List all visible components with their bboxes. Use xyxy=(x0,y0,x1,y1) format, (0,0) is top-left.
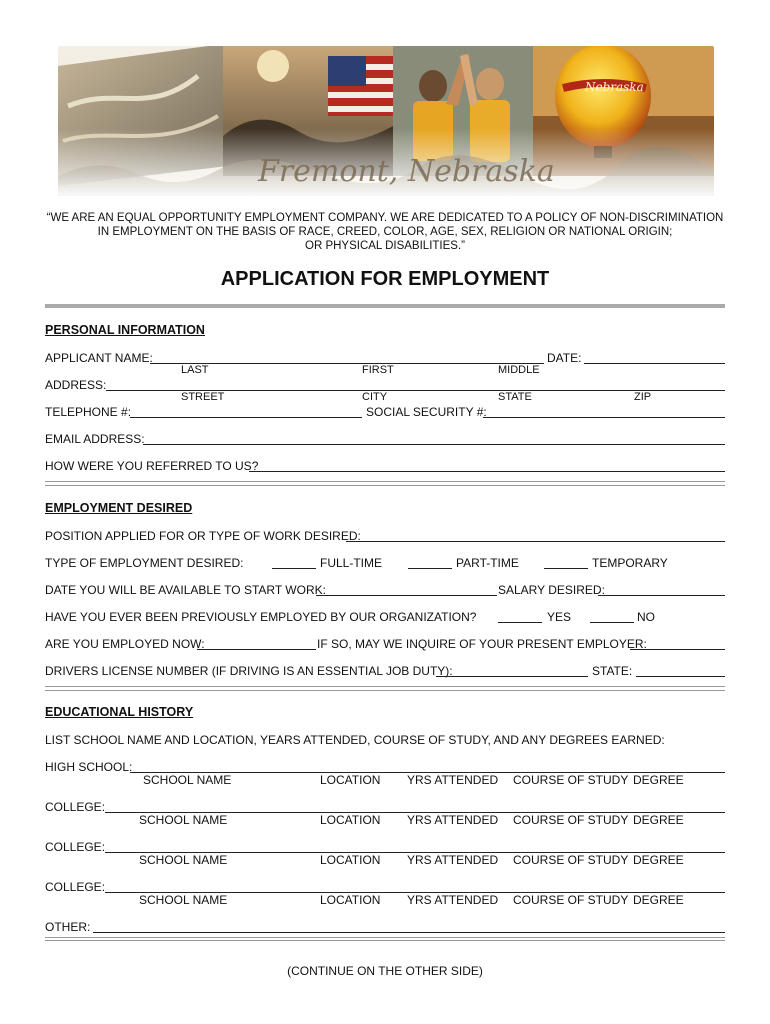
years-attended-caption: YRS ATTENDED xyxy=(407,813,499,827)
section-divider xyxy=(45,481,725,486)
full-time-checkbox[interactable] xyxy=(272,568,316,569)
previously-no-checkbox[interactable] xyxy=(590,622,634,623)
temporary-checkbox[interactable] xyxy=(544,568,588,569)
education-instructions: LIST SCHOOL NAME AND LOCATION, YEARS ATTENDED, COURSE OF STUDY, AND ANY DEGREES EARNED: xyxy=(45,733,665,747)
applicant-name-field[interactable] xyxy=(150,363,544,364)
location-caption: LOCATION xyxy=(320,773,381,787)
school-name-caption: SCHOOL NAME xyxy=(143,773,232,787)
date-field[interactable] xyxy=(584,363,725,364)
license-state-label: STATE: xyxy=(592,664,633,678)
inquire-employer-field[interactable] xyxy=(630,649,725,650)
section-divider xyxy=(45,937,725,941)
college-label: COLLEGE: xyxy=(45,800,106,814)
start-date-label: DATE YOU WILL BE AVAILABLE TO START WORK: xyxy=(45,583,326,597)
other-label: OTHER: xyxy=(45,920,91,934)
position-label: POSITION APPLIED FOR OR TYPE OF WORK DESIRED: xyxy=(45,529,361,543)
no-label: NO xyxy=(637,610,655,624)
zip-caption: ZIP xyxy=(634,391,652,403)
continue-footer: (CONTINUE ON THE OTHER SIDE) xyxy=(287,964,483,978)
personal-information-heading: PERSONAL INFORMATION xyxy=(45,323,205,337)
section-divider xyxy=(45,686,725,691)
college-label: COLLEGE: xyxy=(45,840,106,854)
employed-now-label: ARE YOU EMPLOYED NOW: xyxy=(45,637,205,651)
course-of-study-caption: COURSE OF STUDY xyxy=(513,773,629,787)
salary-label: SALARY DESIRED: xyxy=(498,583,605,597)
address-label: ADDRESS: xyxy=(45,378,107,392)
state-caption: STATE xyxy=(498,391,532,403)
eeo-statement-line-3: OR PHYSICAL DISABILITIES.” xyxy=(305,240,465,252)
temporary-label: TEMPORARY xyxy=(592,556,668,570)
location-caption: LOCATION xyxy=(320,813,381,827)
license-field[interactable] xyxy=(436,676,588,677)
years-attended-caption: YRS ATTENDED xyxy=(407,853,499,867)
ssn-field[interactable] xyxy=(483,417,725,418)
educational-history-heading: EDUCATIONAL HISTORY xyxy=(45,705,194,719)
location-caption: LOCATION xyxy=(320,893,381,907)
previously-yes-checkbox[interactable] xyxy=(498,622,542,623)
school-name-caption: SCHOOL NAME xyxy=(139,893,228,907)
location-caption: LOCATION xyxy=(320,853,381,867)
fremont-nebraska-logo: Fremont, Nebraska xyxy=(258,154,555,189)
section-divider xyxy=(45,304,725,308)
applicant-name-label: APPLICANT NAME: xyxy=(45,351,153,365)
email-label: EMAIL ADDRESS: xyxy=(45,432,145,446)
course-of-study-caption: COURSE OF STUDY xyxy=(513,853,629,867)
part-time-checkbox[interactable] xyxy=(408,568,452,569)
high-school-label: HIGH SCHOOL: xyxy=(45,760,133,774)
referred-label: HOW WERE YOU REFERRED TO US? xyxy=(45,459,259,473)
page-title: APPLICATION FOR EMPLOYMENT xyxy=(220,268,550,290)
years-attended-caption: YRS ATTENDED xyxy=(407,893,499,907)
position-field[interactable] xyxy=(346,541,725,542)
inquire-employer-label: IF SO, MAY WE INQUIRE OF YOUR PRESENT EMPLOYER: xyxy=(317,637,647,651)
previously-employed-label: HAVE YOU EVER BEEN PREVIOUSLY EMPLOYED BY OUR ORGANIZATION? xyxy=(45,610,477,624)
part-time-label: PART-TIME xyxy=(456,556,519,570)
course-of-study-caption: COURSE OF STUDY xyxy=(513,893,629,907)
employment-desired-heading: EMPLOYMENT DESIRED xyxy=(45,501,193,515)
banner-image xyxy=(58,46,714,196)
employment-type-label: TYPE OF EMPLOYMENT DESIRED: xyxy=(45,556,244,570)
license-state-field[interactable] xyxy=(636,676,725,677)
degree-caption: DEGREE xyxy=(633,773,684,787)
college-label: COLLEGE: xyxy=(45,880,106,894)
degree-caption: DEGREE xyxy=(633,853,684,867)
eeo-statement-line-1: “WE ARE AN EQUAL OPPORTUNITY EMPLOYMENT COMPANY. WE ARE DEDICATED TO A POLICY OF NON-DISCRIMINATION xyxy=(46,212,724,224)
employed-now-field[interactable] xyxy=(197,649,316,650)
full-time-label: FULL-TIME xyxy=(320,556,383,570)
telephone-field[interactable] xyxy=(130,417,362,418)
other-field[interactable] xyxy=(93,932,725,933)
street-caption: STREET xyxy=(181,391,225,403)
middle-name-caption: MIDDLE xyxy=(498,364,540,376)
years-attended-caption: YRS ATTENDED xyxy=(407,773,499,787)
city-caption: CITY xyxy=(362,391,388,403)
eeo-statement-line-2: IN EMPLOYMENT ON THE BASIS OF RACE, CREED, COLOR, AGE, SEX, RELIGION OR NATIONAL ORIGIN; xyxy=(97,226,673,238)
school-name-caption: SCHOOL NAME xyxy=(139,813,228,827)
school-name-caption: SCHOOL NAME xyxy=(139,853,228,867)
ssn-label: SOCIAL SECURITY #: xyxy=(366,405,487,419)
start-date-field[interactable] xyxy=(316,595,497,596)
email-field[interactable] xyxy=(143,444,725,445)
course-of-study-caption: COURSE OF STUDY xyxy=(513,813,629,827)
salary-field[interactable] xyxy=(598,595,725,596)
referred-field[interactable] xyxy=(249,471,725,472)
last-name-caption: LAST xyxy=(181,364,209,376)
telephone-label: TELEPHONE #: xyxy=(45,405,132,419)
degree-caption: DEGREE xyxy=(633,893,684,907)
license-label: DRIVERS LICENSE NUMBER (IF DRIVING IS AN ESSENTIAL JOB DUTY): xyxy=(45,664,453,678)
date-label: DATE: xyxy=(547,351,582,365)
first-name-caption: FIRST xyxy=(362,364,394,376)
degree-caption: DEGREE xyxy=(633,813,684,827)
yes-label: YES xyxy=(547,610,572,624)
